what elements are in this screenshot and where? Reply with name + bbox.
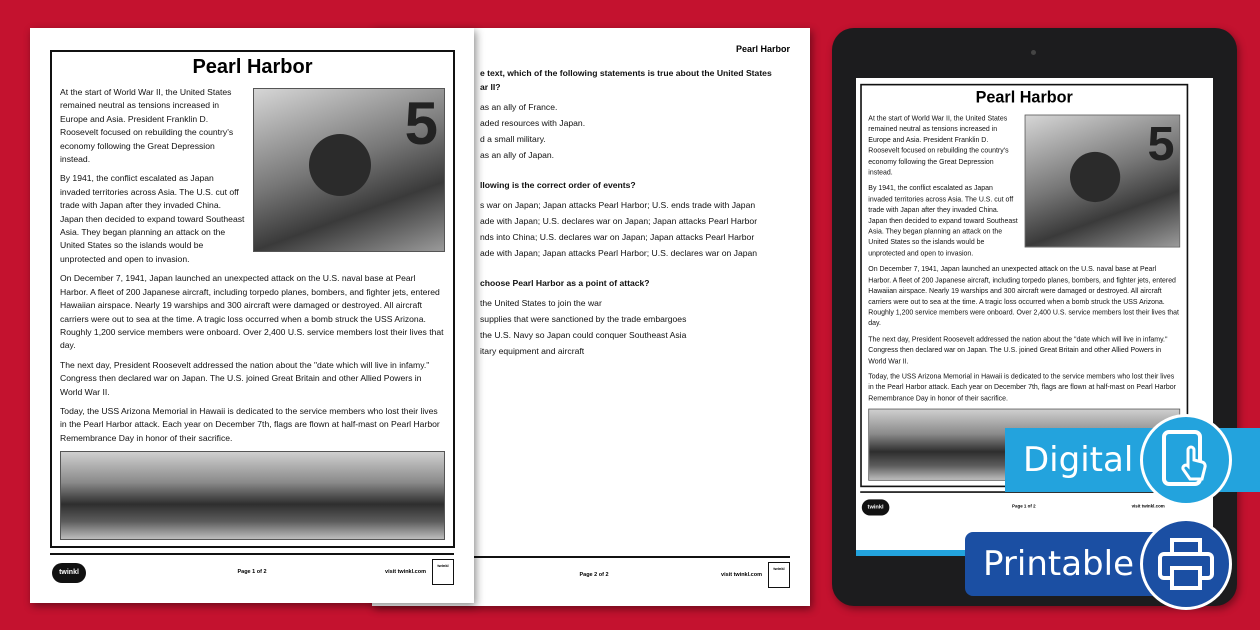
option: s war on Japan; Japan attacks Pearl Harbor; U.S. ends trade with Japan [480,200,756,210]
paragraph-5: Today, the USS Arizona Memorial in Hawaii is dedicated to the service members who lost their lives in the Pearl Harbor attack. Each year on December 7th, flags are flown at half-mast on Pearl Harbor Remembrance Day in honor of their sacrifice. [868,372,1176,402]
plane-wreck-photo [253,88,445,252]
question-1: e text, which of the following statements is true about the United States ar II? as an ally of France. aded resources with Japan. d a small military. as an ally of Japan. [480,66,798,162]
paragraph-2: By 1941, the conflict escalated as Japan invaded territories across Asia. The U.S. cut off trade with Japan after they invaded China. Japan then decided to expand toward Southeast Asia. They began planning an attack on the United States so the islands would be unprotected and open to invasion. [60,173,245,264]
option: aded resources with Japan. [480,118,586,128]
option: the United States to join the war [480,298,602,308]
page-number: Page 2 of 2 [579,572,609,578]
page-number: Page 1 of 2 [237,569,267,575]
question-2: llowing is the correct order of events? s war on Japan; Japan attacks Pearl Harbor; U.S. ends trade with Japan ade with Japan; U.S. declares war on Japan; Japan attacks Pearl Harbor nds into China; U.S. declares war on Japan; Japan attacks Pearl Harbor ade with Japan; Japan attacks Pearl Harbor; U.S. declares war on Japan [480,178,798,260]
digital-badge: Digital [1005,428,1260,492]
option: itary equipment and aircraft [480,346,585,356]
worksheet-page-1 [30,28,474,603]
question-3: choose Pearl Harbor as a point of attack? the United States to join the war supplies that were sanctioned by the trade embargoes the U.S. Navy so Japan could conquer Southeast Asia itary equipment and aircraft [480,276,798,358]
printable-badge: Printable [965,532,1220,596]
option: ade with Japan; U.S. declares war on Japan; Japan attacks Pearl Harbor [480,216,758,226]
paragraph-1: At the start of World War II, the United States remained neutral as tensions increased in Europe and Asia. President Franklin D. Roosevelt focused on rebuilding the country's economy following the Great Depression instead. [868,113,1009,177]
battleship-photo [60,451,445,540]
option: d a small military. [480,134,546,144]
visit-link: visit twinkl.com [1131,504,1165,510]
photo-number: 5 [404,90,438,157]
option: nds into China; U.S. declares war on Japan; Japan attacks Pearl Harbor [480,232,755,242]
tablet-touch-icon [1140,414,1232,506]
worksheet-title: Pearl Harbor [192,56,313,78]
question-list [480,66,798,374]
paragraph-2: By 1941, the conflict escalated as Japan invaded territories across Asia. The U.S. cut off trade with Japan after they invaded China. Japan then decided to expand toward Southeast Asia. They began planning an attack on the United States so the islands would be unprotected and open to invasion. [868,183,1018,258]
twinkl-logo: twinkl [862,499,890,515]
paragraph-4: The next day, President Roosevelt addressed the nation about the "date which will live in infamy." Congress then declared war on Japan. The U.S. joined Great Britain and other Allied Powers in World War II. [868,334,1168,365]
paragraph-1: At the start of World War II, the United States remained neutral as tensions increased in Europe and Asia. President Franklin D. Roosevelt focused on rebuilding the country's economy following the Great Depression instead. [60,87,234,165]
option: the U.S. Navy so Japan could conquer Southeast Asia [480,330,687,340]
page-number: Page 1 of 2 [1012,504,1036,510]
article [60,52,445,451]
page-header: Pearl Harbor [735,44,790,54]
article-box [860,84,1188,487]
visit-link: visit twinkl.com [385,569,426,575]
paragraph-4: The next day, President Roosevelt addressed the nation about the "date which will live in infamy." Congress then declared war on Japan. The U.S. joined Great Britain and other Allied Powers in World War II. [60,359,430,397]
paragraph-3: On December 7, 1941, Japan launched an unexpected attack on the U.S. naval base at Pearl Harbor. A fleet of 200 Japanese aircraft, including torpedo planes, bombers, and fighter jets, entered Hawaiian airspace. Nearly 19 warships and 300 aircraft were damaged or destroyed. All aircraft carriers were out to sea at the time. A tragic loss occurred when a bomb struck the USS Arizona. Roughly 1,200 service members were onboard. Over 2,400 U.S. service members lost their lives that day. [60,273,444,351]
footer-rule [50,553,454,555]
visit-link: visit twinkl.com [721,572,762,578]
camera-icon [1031,50,1036,55]
option: supplies that were sanctioned by the trade embargoes [480,314,687,324]
article [868,85,1180,408]
option: ade with Japan; Japan attacks Pearl Harbor; U.S. declares war on Japan [480,248,758,258]
paragraph-5: Today, the USS Arizona Memorial in Hawaii is dedicated to the service members who lost their lives in the Pearl Harbor attack. Each year on December 7th, flags are flown at half-mast on Pearl Harbor Remembrance Day in honor of their sacrifice. [60,405,440,443]
footer [860,496,1187,519]
option: as an ally of Japan. [480,150,555,160]
plane-wreck-photo [1025,115,1181,248]
quality-badge: twinkl [432,559,454,585]
worksheet-title: Pearl Harbor [975,88,1073,107]
photo-number: 5 [1147,116,1175,171]
footer [50,559,454,587]
paragraph-3: On December 7, 1941, Japan launched an unexpected attack on the U.S. naval base at Pearl Harbor. A fleet of 200 Japanese aircraft, including torpedo planes, bombers, and fighter jets, entered Hawaiian airspace. Nearly 19 warships and 300 aircraft were damaged or destroyed. All aircraft carriers were out to sea at the time. A tragic loss occurred when a bomb struck the USS Arizona. Roughly 1,200 service members were onboard. Over 2,400 U.S. service members lost their lives that day. [868,264,1179,328]
option: as an ally of France. [480,102,558,112]
twinkl-logo: twinkl [52,563,86,583]
quality-badge: twinkl [768,562,790,588]
article-box [50,50,455,548]
printer-icon [1140,518,1232,610]
